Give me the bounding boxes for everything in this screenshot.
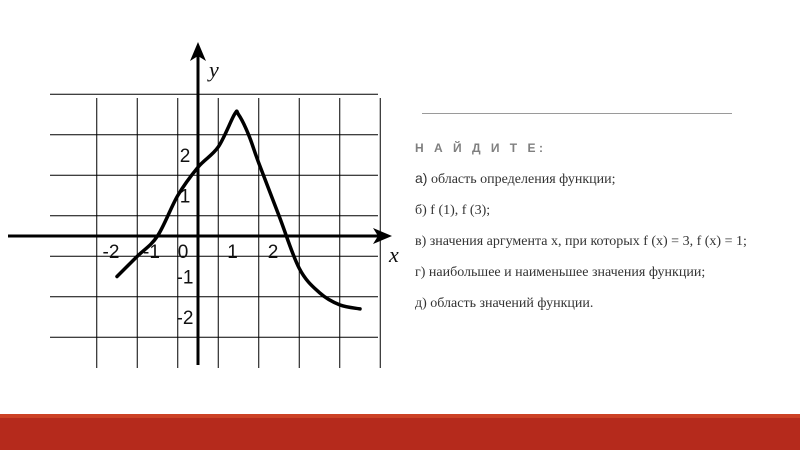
- task-heading: Н А Й Д И Т Е:: [415, 141, 547, 155]
- task-item-v-text: в) значения аргумента x, при которых f (x) = 3, f (x) = 1;: [415, 234, 747, 249]
- task-item-v: [415, 233, 765, 250]
- task-item-d-text: д) область значений функции.: [415, 296, 594, 311]
- task-item-g: [415, 264, 765, 281]
- y-tick-label: -1: [176, 267, 194, 289]
- function-graph: [0, 0, 420, 390]
- task-list: [415, 170, 765, 326]
- x-tick-label: -2: [102, 242, 120, 263]
- footer-accent-stripe: [0, 414, 800, 418]
- task-item-g-text: г) наибольшее и наименьшее значения функции;: [415, 265, 706, 280]
- x-tick-label: 1: [227, 242, 238, 263]
- grid: [50, 94, 380, 368]
- x-tick-label: -1: [143, 242, 160, 263]
- task-item-d: [415, 295, 765, 312]
- task-item-a: [415, 170, 765, 188]
- task-item-a-text: область определения функции;: [427, 172, 616, 187]
- task-item-b: [415, 202, 765, 219]
- graph-canvas: [0, 0, 420, 390]
- function-curve: [117, 111, 360, 309]
- footer-accent-bar: [0, 414, 800, 450]
- y-axis-label: y: [209, 57, 219, 82]
- y-tick-label: -2: [176, 308, 194, 329]
- y-tick-label: 2: [179, 146, 191, 167]
- y-tick-label: 1: [179, 186, 191, 208]
- task-item-a-lead: а): [415, 170, 428, 186]
- header-divider: [422, 113, 732, 114]
- axes: [8, 42, 392, 365]
- x-axis-label: x: [389, 242, 399, 267]
- x-tick-label: 0: [177, 242, 189, 263]
- task-item-b-text: б) f (1), f (3);: [415, 203, 491, 218]
- x-tick-label: 2: [267, 242, 279, 263]
